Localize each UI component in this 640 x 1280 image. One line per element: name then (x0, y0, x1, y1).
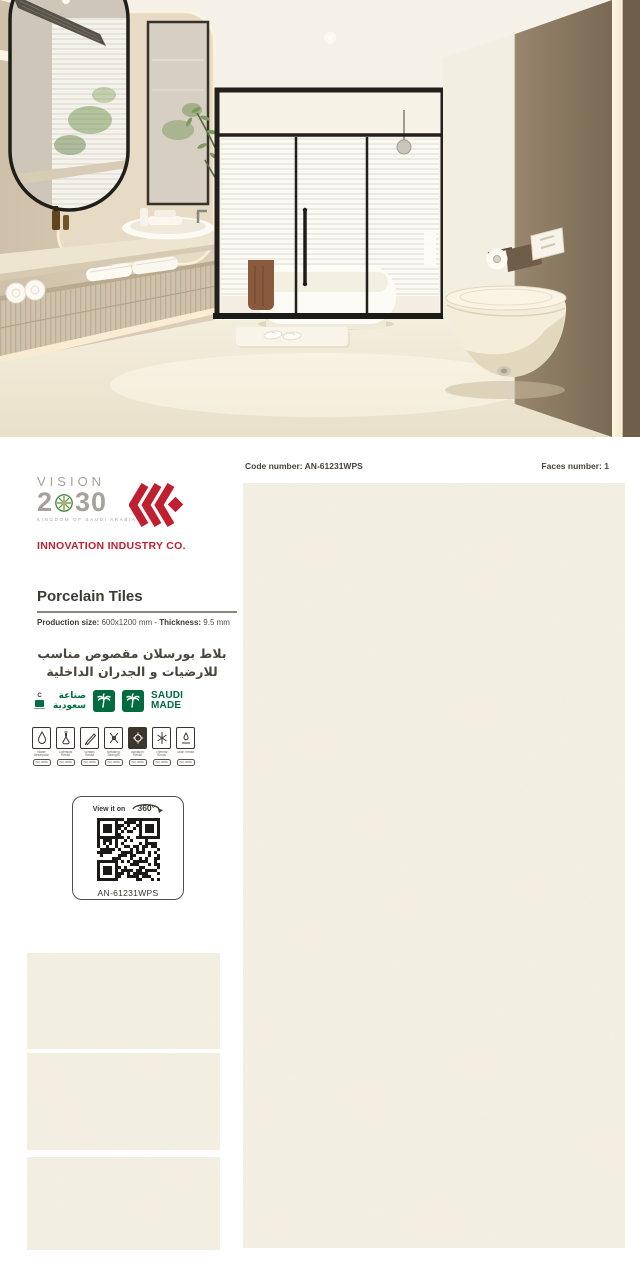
brown-panel (515, 0, 640, 437)
vision-2030-logo (37, 474, 137, 522)
production-size (37, 618, 230, 627)
saudi-made-english-label: SAUDI MADE (151, 689, 184, 711)
vision-emblem-icon (54, 492, 74, 512)
abrasion-icon (128, 727, 147, 749)
qr-code[interactable] (97, 818, 160, 886)
feature-stain: Stain Resist ISO 10545 (177, 727, 194, 766)
thickness-label: Thickness: (159, 618, 202, 627)
size-label: Production size: (37, 618, 100, 627)
standard-pill: ISO 10545 (129, 759, 147, 766)
vision-year-left: 2 (37, 487, 54, 517)
feature-flask: Chemical Resist ISO 10545 (57, 727, 74, 766)
frost-icon (152, 727, 171, 749)
size-value: 600x1200 mm - (99, 618, 160, 627)
feature-abrasion: Abrasion Resist ISO 10545 (129, 727, 146, 766)
standard-pill: ISO 10545 (33, 759, 51, 766)
company-name: INNOVATION INDUSTRY CO. (37, 540, 186, 552)
palm-tree-icon (93, 690, 115, 712)
feature-frost: Thermal Shock ISO 10545 (153, 727, 170, 766)
company-logo-icon (129, 479, 183, 536)
flask-icon (56, 727, 75, 749)
tile-header (245, 461, 625, 471)
bath-mat (236, 327, 350, 348)
qr-card[interactable] (72, 796, 184, 900)
bathtub (248, 260, 396, 330)
stain-icon (176, 727, 195, 749)
vision-word: VISION (37, 474, 106, 489)
feature-scratch: Scratch Resist ISO 10545 (81, 727, 98, 766)
view-it-on-label: View it on (92, 805, 126, 813)
tile-sample-small (27, 953, 220, 1049)
tile-sample-small (27, 1157, 220, 1250)
saudi-made-row (33, 690, 183, 712)
bath-towel (248, 260, 274, 310)
tile-sample-small (27, 1053, 220, 1150)
code-number: Code number: AN-61231WPS (245, 461, 363, 471)
standard-pill: ISO 10545 (81, 759, 99, 766)
wall-mirror-panel (148, 22, 208, 204)
qr-header (93, 802, 164, 816)
standard-pill: ISO 10545 (177, 759, 195, 766)
arabic-description: بلاط بورسلان مقصوص مناسب للارضيات و الجدران الداخلية (37, 646, 227, 680)
led-strip (612, 0, 622, 437)
vision-year-right: 30 (75, 487, 108, 517)
tile-sample-large (243, 483, 625, 1248)
faces-number: Faces number: 1 (541, 461, 609, 471)
scratch-icon (80, 727, 99, 749)
title-divider (37, 611, 237, 613)
pill-mirror (10, 0, 132, 218)
feature-icons-row (33, 727, 194, 766)
qr-code-label: AN-61231WPS (97, 888, 159, 898)
thickness-value: 9.5 mm (201, 618, 230, 627)
feature-impact: Breaking Strength ISO 10545 (105, 727, 122, 766)
standard-pill: ISO 10545 (153, 759, 171, 766)
product-title: Porcelain Tiles (37, 588, 143, 605)
standard-pill: ISO 10545 (105, 759, 123, 766)
saudi-made-arabic-label: صناعة سعودية (53, 690, 87, 711)
standard-pill: ISO 10545 (57, 759, 75, 766)
bathroom-photo (0, 0, 640, 437)
feature-droplet: Water Absorption ISO 10545 (33, 727, 50, 766)
vision-subtitle: KINGDOM OF SAUDI ARABIA (37, 517, 137, 522)
droplet-icon (32, 727, 51, 749)
360-badge[interactable]: 360° (129, 802, 163, 816)
impact-icon (104, 727, 123, 749)
palm-tree-icon (122, 690, 144, 712)
certification-mark-icon: C (33, 693, 46, 710)
